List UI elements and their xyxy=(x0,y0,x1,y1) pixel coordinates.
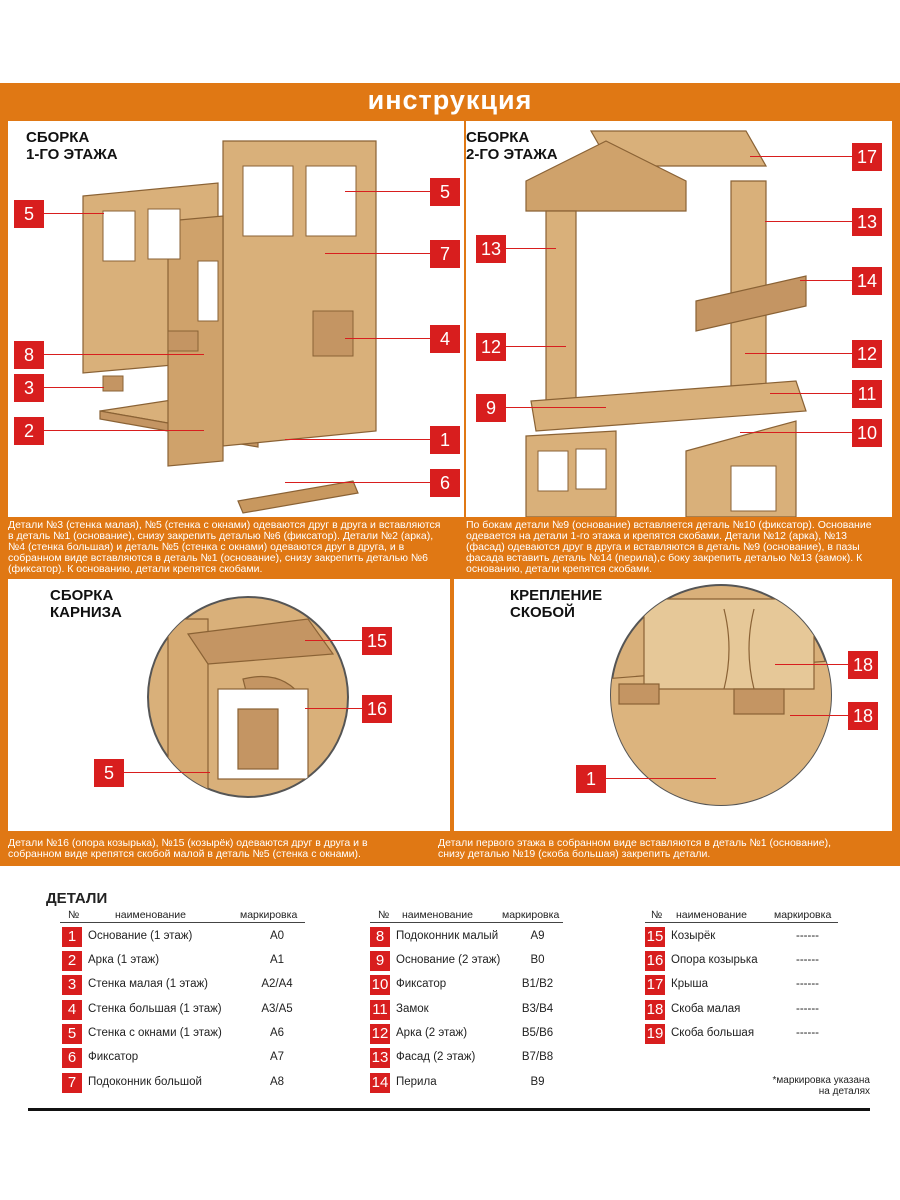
leader-line xyxy=(305,708,362,709)
part-name: Стенка с окнами (1 этаж) xyxy=(88,1027,222,1039)
leader-line xyxy=(750,156,852,157)
label-18: 18 xyxy=(848,651,878,679)
part-mark: В7/В8 xyxy=(521,1051,554,1063)
part-name: Фасад (2 этаж) xyxy=(396,1051,476,1063)
leader-line xyxy=(745,353,852,354)
list-item xyxy=(62,1000,307,1022)
section-title-bracket: КРЕПЛЕНИЕ СКОБОЙ xyxy=(510,587,603,621)
caption-cornice: Детали №16 (опора козырька), №15 (козырёк) одеваются друг в друга и в собранном виде крепятся скобой малой в деталь №5 (стенка с окнами). xyxy=(8,837,368,860)
part-mark: А8 xyxy=(269,1076,285,1088)
label-2: 2 xyxy=(14,417,44,445)
part-name: Скоба большая xyxy=(671,1027,755,1039)
leader-line xyxy=(740,432,852,433)
label-5: 5 xyxy=(14,200,44,228)
part-mark: В3/В4 xyxy=(521,1003,554,1015)
part-name: Основание (1 этаж) xyxy=(88,930,193,942)
panel-second-floor xyxy=(466,121,892,517)
caption-first-floor: Детали №3 (стенка малая), №5 (стенка с окнами) одеваются друг в друга и вставляются в деталь №1 (основание), снизу закрепить деталью №6 (фиксатор). Детали №2 (арка), №4 (стенка большая) и деталь №5 (стенка с окнами) одеваются друг в друга, и в собранном виде вставляются в деталь №1 (основание), снизу закрепить деталью №6 (фиксатор). К основанию, детали крепятся скобами. xyxy=(8,519,441,575)
part-number: 8 xyxy=(370,927,390,947)
part-name: Скоба малая xyxy=(671,1003,741,1015)
part-number: 10 xyxy=(371,976,389,993)
part-name: Фиксатор xyxy=(396,978,447,990)
col-header-name: наименование xyxy=(402,909,474,921)
part-number: 5 xyxy=(62,1024,82,1044)
col-header-name: наименование xyxy=(676,909,748,921)
part-number: 3 xyxy=(62,975,82,995)
part-number: 2 xyxy=(62,951,82,971)
part-mark: ------ xyxy=(796,930,819,942)
header-rule xyxy=(645,922,838,923)
section-title-first-floor: СБОРКА 1-ГО ЭТАЖА xyxy=(26,129,118,163)
part-mark: ------ xyxy=(796,978,819,990)
part-number: 1 xyxy=(62,927,82,947)
part-mark: А7 xyxy=(269,1051,285,1063)
list-item xyxy=(62,1048,307,1070)
part-name: Арка (2 этаж) xyxy=(396,1027,468,1039)
list-item xyxy=(645,1000,840,1022)
leader-line xyxy=(800,280,852,281)
label-9: 9 xyxy=(476,394,506,422)
part-number: 6 xyxy=(62,1048,82,1068)
list-item xyxy=(370,975,565,997)
leader-line xyxy=(345,338,430,339)
col-header-mark: маркировка xyxy=(240,909,298,921)
label-13: 13 xyxy=(476,235,506,263)
part-number: 19 xyxy=(646,1025,664,1042)
label-18: 18 xyxy=(848,702,878,730)
label-14: 14 xyxy=(852,267,882,295)
label-15: 15 xyxy=(362,627,392,655)
part-number: 14 xyxy=(371,1074,389,1091)
header-rule xyxy=(370,922,563,923)
label-13: 13 xyxy=(852,208,882,236)
part-mark: В1/В2 xyxy=(521,978,554,990)
marking-note: *маркировка указана на деталях xyxy=(772,1075,870,1097)
list-item xyxy=(645,951,840,973)
list-item xyxy=(370,927,565,949)
leader-line xyxy=(124,772,210,773)
leader-line xyxy=(606,778,716,779)
leader-line xyxy=(305,640,362,641)
first-floor-illustration xyxy=(8,121,464,517)
list-item xyxy=(370,951,565,973)
list-item xyxy=(645,1024,840,1046)
label-8: 8 xyxy=(14,341,44,369)
label-4: 4 xyxy=(430,325,460,353)
caption-bracket: Детали первого этажа в собранном виде вставляются в деталь №1 (основание), снизу деталью №19 (скоба большая) закрепить детали. xyxy=(438,837,831,860)
part-mark: А9 xyxy=(530,930,545,942)
label-6: 6 xyxy=(430,469,460,497)
label-16: 16 xyxy=(362,695,392,723)
list-item xyxy=(370,1024,565,1046)
part-number: 11 xyxy=(370,1000,390,1020)
leader-line xyxy=(506,346,566,347)
col-header-no: № xyxy=(68,909,80,921)
bracket-illustration xyxy=(454,579,892,831)
label-7: 7 xyxy=(430,240,460,268)
part-number: 17 xyxy=(646,976,664,993)
leader-line xyxy=(790,715,848,716)
part-mark: А2/А4 xyxy=(261,978,293,990)
part-name: Опора козырька xyxy=(671,954,758,966)
page-title: инструкция xyxy=(367,85,533,115)
panel-bracket xyxy=(454,579,892,831)
part-mark: В5/В6 xyxy=(521,1027,554,1039)
label-17: 17 xyxy=(852,143,882,171)
leader-line xyxy=(775,664,848,665)
label-10: 10 xyxy=(852,419,882,447)
part-name: Крыша xyxy=(671,978,708,990)
label-5: 5 xyxy=(94,759,124,787)
label-5: 5 xyxy=(430,178,460,206)
leader-line xyxy=(770,393,852,394)
list-item xyxy=(370,1048,565,1070)
part-number: 7 xyxy=(62,1073,82,1093)
caption-second-floor: По бокам детали №9 (основание) вставляется деталь №10 (фиксатор). Основание одевается на детали 1-го этажа и крепятся скобами. Детали №12 (арка), №13 (фасад) одеваются друг в друга и вставляются в деталь №9 (основание), в пазы фасада вставить деталь №14 (перила),с боку закрепить деталью №13 (замок). К основанию, детали крепятся скобами. xyxy=(466,519,872,575)
label-11: 11 xyxy=(852,380,882,408)
part-number: 9 xyxy=(370,951,390,971)
col-header-no: № xyxy=(651,909,663,921)
header-rule xyxy=(60,922,305,923)
col-header-mark: маркировка xyxy=(502,909,560,921)
part-name: Подоконник малый xyxy=(396,930,499,942)
part-mark: А1 xyxy=(269,954,285,966)
part-name: Основание (2 этаж) xyxy=(396,954,501,966)
part-name: Козырёк xyxy=(671,930,716,942)
list-item xyxy=(370,1073,565,1095)
leader-line xyxy=(285,439,430,440)
part-mark: ------ xyxy=(796,1027,819,1039)
part-mark: А0 xyxy=(269,930,285,942)
leader-line xyxy=(325,253,430,254)
part-mark: ------ xyxy=(796,954,819,966)
part-mark: ------ xyxy=(796,1003,819,1015)
part-mark: А3/А5 xyxy=(261,1003,293,1015)
leader-line xyxy=(765,221,852,222)
second-floor-illustration xyxy=(466,121,892,517)
instruction-sheet xyxy=(0,83,900,866)
leader-line xyxy=(285,482,430,483)
leader-line xyxy=(345,191,430,192)
list-item xyxy=(62,951,307,973)
list-item xyxy=(645,927,840,949)
part-number: 12 xyxy=(371,1025,389,1042)
parts-title: ДЕТАЛИ xyxy=(46,890,108,907)
list-item xyxy=(645,975,840,997)
leader-line xyxy=(44,430,204,431)
part-number: 4 xyxy=(62,1000,82,1020)
list-item xyxy=(62,1073,307,1095)
part-name: Арка (1 этаж) xyxy=(88,954,160,966)
part-mark: В9 xyxy=(530,1076,545,1088)
leader-line xyxy=(44,213,104,214)
panel-first-floor xyxy=(8,121,464,517)
leader-line xyxy=(44,354,204,355)
list-item xyxy=(62,975,307,997)
list-item xyxy=(62,927,307,949)
section-title-cornice: СБОРКА КАРНИЗА xyxy=(50,587,122,621)
leader-line xyxy=(506,248,556,249)
part-number: 18 xyxy=(646,1001,664,1018)
part-number: 15 xyxy=(646,928,664,945)
label-12: 12 xyxy=(476,333,506,361)
leader-line xyxy=(44,387,104,388)
list-item xyxy=(62,1024,307,1046)
label-12: 12 xyxy=(852,340,882,368)
part-name: Замок xyxy=(396,1003,429,1015)
label-1: 1 xyxy=(430,426,460,454)
part-mark: А6 xyxy=(269,1027,285,1039)
bottom-divider xyxy=(28,1108,870,1111)
part-name: Стенка большая (1 этаж) xyxy=(88,1003,222,1015)
part-name: Подоконник большой xyxy=(88,1076,202,1088)
col-header-mark: маркировка xyxy=(774,909,832,921)
part-name: Стенка малая (1 этаж) xyxy=(88,978,208,990)
part-number: 16 xyxy=(646,952,664,969)
list-item xyxy=(370,1000,565,1022)
part-mark: В0 xyxy=(530,954,545,966)
part-name: Фиксатор xyxy=(88,1051,139,1063)
section-title-second-floor: СБОРКА 2-ГО ЭТАЖА xyxy=(466,129,558,163)
leader-line xyxy=(506,407,606,408)
col-header-name: наименование xyxy=(115,909,187,921)
col-header-no: № xyxy=(378,909,390,921)
label-3: 3 xyxy=(14,374,44,402)
part-name: Перила xyxy=(396,1076,437,1088)
part-number: 13 xyxy=(371,1049,389,1066)
label-1: 1 xyxy=(576,765,606,793)
